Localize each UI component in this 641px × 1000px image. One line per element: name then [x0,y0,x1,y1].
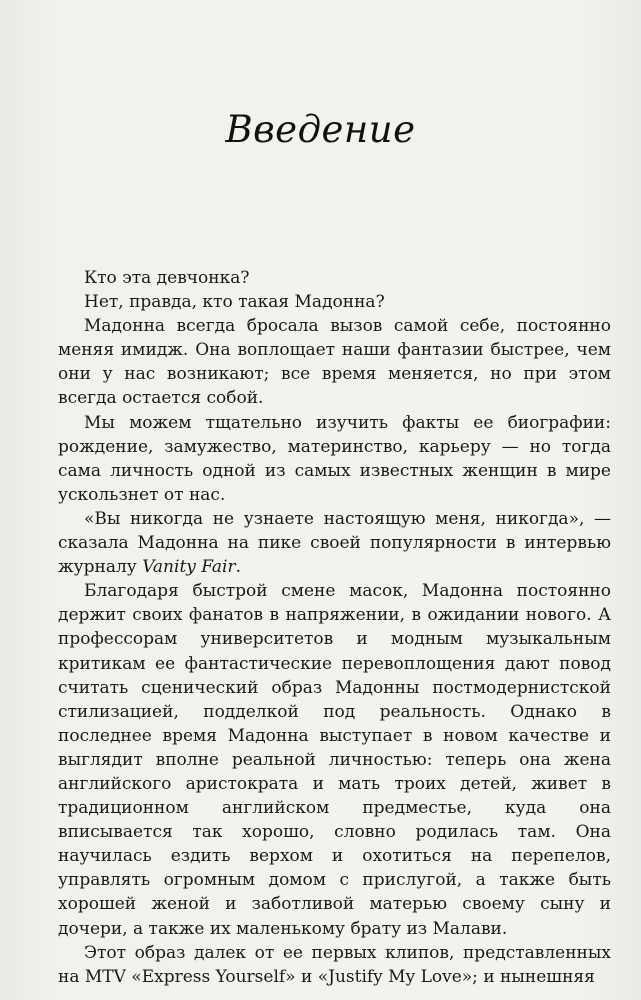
quote-period: . [235,557,242,578]
chapter-title: Введение [225,108,416,151]
paragraph-3: Мадонна всегда бросала вызов самой себе, постоянно меняя имидж. Она воплощает наши фантазии быстрее, чем они у нас возникают; все время меняется, но при этом всегда остается собой. [58,316,611,409]
chapter-body [58,266,611,989]
paragraph-1: Кто эта девчонка? [84,268,250,288]
paragraph-4: Мы можем тщательно изучить факты ее биографии: рождение, замужество, материнство, карьеру — но тогда сама личность одной из самых известных женщин в мире ускользнет от нас. [58,412,611,505]
magazine-name: Vanity Fair [142,557,236,578]
paragraph-5 [58,507,611,579]
paragraph-6: Благодаря быстрой смене масок, Мадонна постоянно держит своих фанатов в напряжении, в ожидании нового. А профессорам университетов и модным музыкальным критикам ее фантастические перевоплощения дают повод считать сценический образ Мадонны постмодернистской стилизацией, подделкой под реальность. Однако в последнее время Мадонна выступает в новом качестве и выглядит вполне реальной личностью: теперь она жена английского аристократа и мать троих детей, живет в традиционном английском предместье, куда она вписывается так хорошо, словно родилась там. Она научилась ездить верхом и охотиться на перепелов, управлять огромным домом с прислугой, а также быть хорошей женой и заботливой матерью своему сыну и дочери, а также их маленькому брату из Малави. [58,581,611,939]
quote-text: «Вы никогда не узнаете настоящую меня, никогда», — сказала Мадонна на пике своей популярности в интервью журналу [58,508,611,578]
paragraph-7: Этот образ далек от ее первых клипов, представленных на MTV «Express Yourself» и «Justify My Love»; и нынешняя [58,942,611,987]
paragraph-2: Нет, правда, кто такая Мадонна? [84,292,385,313]
